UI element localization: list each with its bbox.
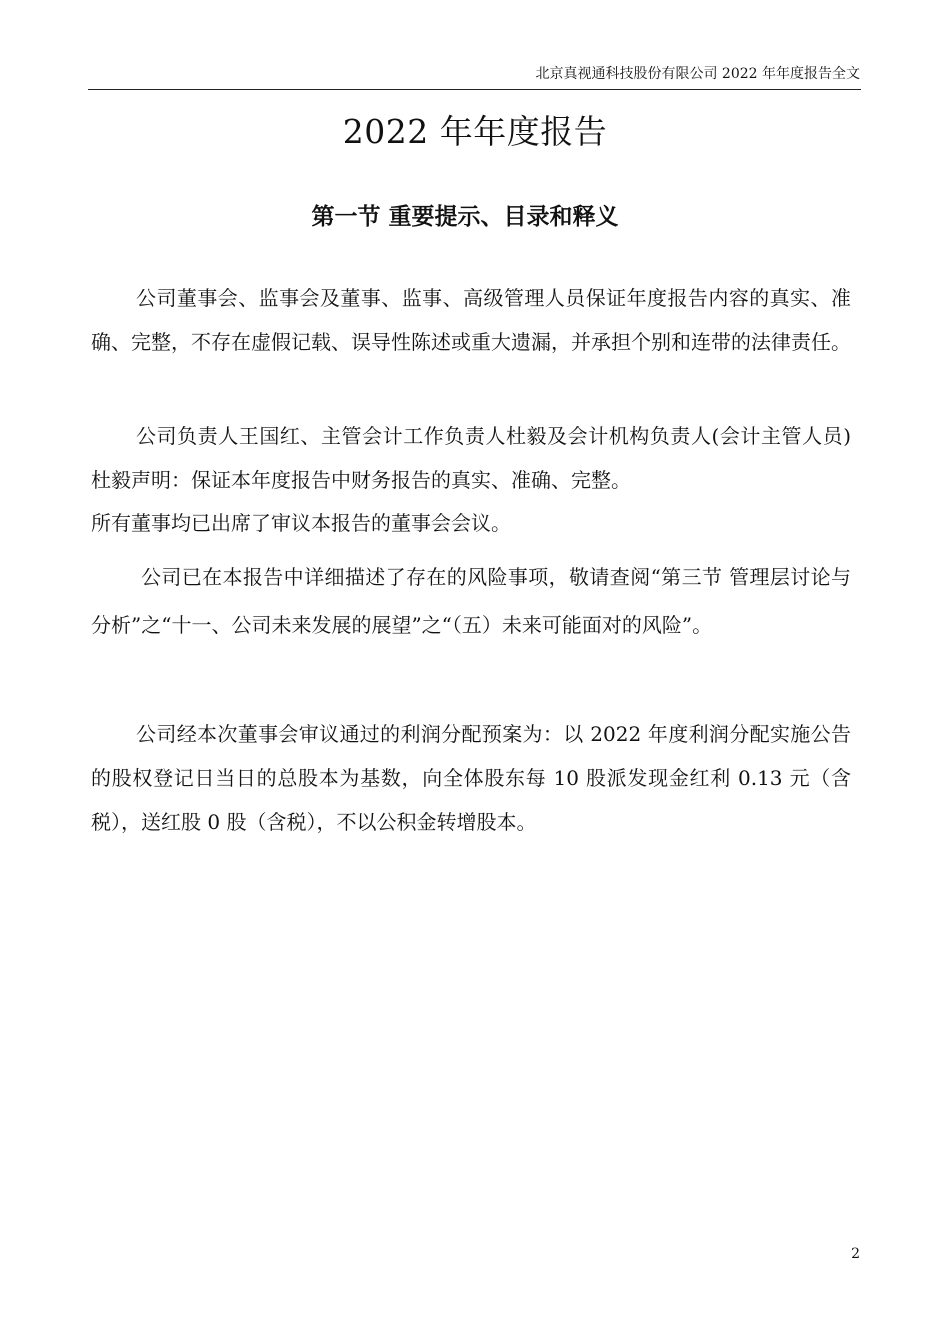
paragraph-profit-distribution: 公司经本次董事会审议通过的利润分配预案为：以 2022 年度利润分配实施公告的股权登记日当日的总股本为基数，向全体股东每 10 股派发现金红利 0.13 元（含税），送红股 0 股（含税），不以公积金转增股本。 (91, 722, 851, 834)
paragraph-financial-statement: 公司负责人王国红、主管会计工作负责人杜毅及会计机构负责人(会计主管人员)杜毅声明：保证本年度报告中财务报告的真实、准确、完整。 (91, 424, 851, 492)
report-title: 2022 年年度报告 (342, 112, 608, 151)
paragraph-directors-attendance: 所有董事均已出席了审议本报告的董事会会议。 (91, 511, 511, 535)
header-divider (88, 89, 861, 90)
section-heading: 第一节 重要提示、目录和释义 (311, 204, 619, 230)
paragraph-board-guarantee: 公司董事会、监事会及董事、监事、高级管理人员保证年度报告内容的真实、准确、完整，不存在虚假记载、误导性陈述或重大遗漏，并承担个别和连带的法律责任。 (91, 286, 851, 354)
paragraph-risk-notice: 公司已在本报告中详细描述了存在的风险事项，敬请查阅“第三节 管理层讨论与分析”之“十一、公司未来发展的展望”之“（五）未来可能面对的风险”。 (91, 565, 851, 637)
running-header: 北京真视通科技股份有限公司 2022 年年度报告全文 (535, 66, 860, 82)
page-number: 2 (851, 1246, 860, 1262)
